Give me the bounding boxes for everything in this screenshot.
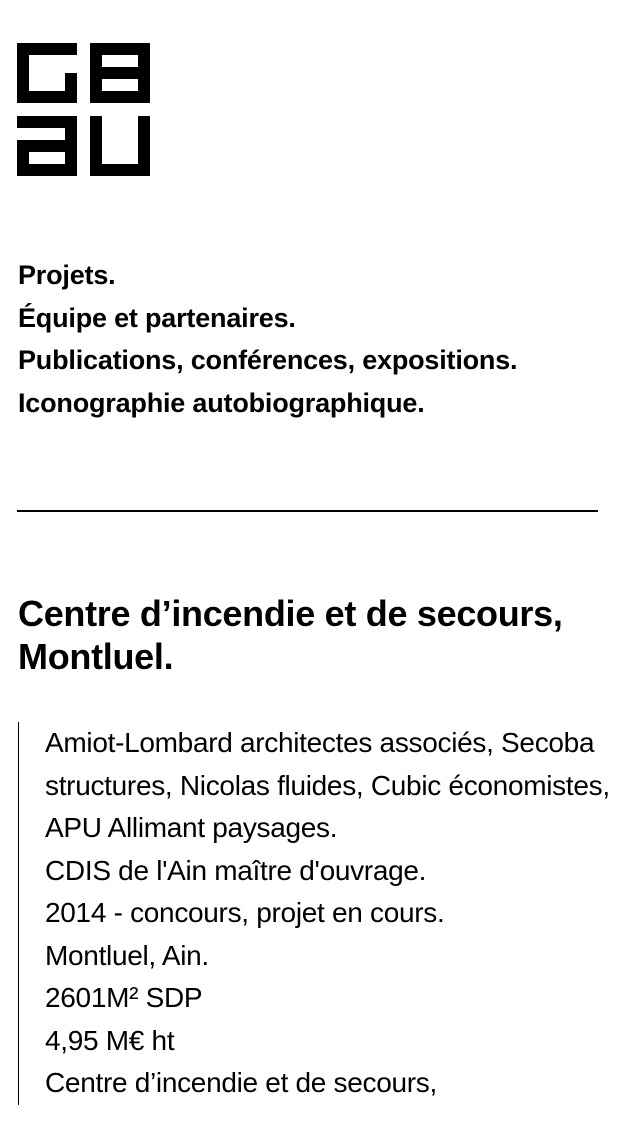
nav-link-iconographie[interactable]: Iconographie autobiographique.	[18, 387, 425, 418]
main-nav	[18, 254, 598, 424]
project-detail-location: Montluel, Ain.	[18, 935, 618, 978]
nav-item-iconographie[interactable]	[18, 382, 598, 425]
nav-link-equipe[interactable]: Équipe et partenaires.	[18, 302, 296, 333]
project-details	[18, 722, 618, 1105]
project-detail-client: CDIS de l'Ain maître d'ouvrage.	[18, 850, 618, 893]
section-divider	[17, 510, 598, 512]
project-detail-surface: 2601M² SDP	[18, 977, 618, 1020]
project-title: Centre d’incendie et de secours, Montluel.	[18, 593, 563, 677]
project-detail-team: Amiot-Lombard architectes associés, Secoba structures, Nicolas fluides, Cubic économistes, APU Allimant paysages.	[18, 722, 618, 850]
nav-item-equipe[interactable]	[18, 297, 598, 340]
nav-item-projets[interactable]	[18, 254, 598, 297]
project-detail-status: 2014 - concours, projet en cours.	[18, 892, 618, 935]
project-detail-cost: 4,95 M€ ht	[18, 1020, 618, 1063]
nav-link-publications[interactable]: Publications, conférences, expositions.	[18, 345, 518, 375]
nav-item-publications[interactable]	[18, 339, 598, 382]
nav-link-projets[interactable]: Projets.	[18, 260, 116, 290]
project-detail-program: Centre d’incendie et de secours,	[18, 1062, 618, 1105]
gbau-logo[interactable]	[17, 43, 150, 176]
